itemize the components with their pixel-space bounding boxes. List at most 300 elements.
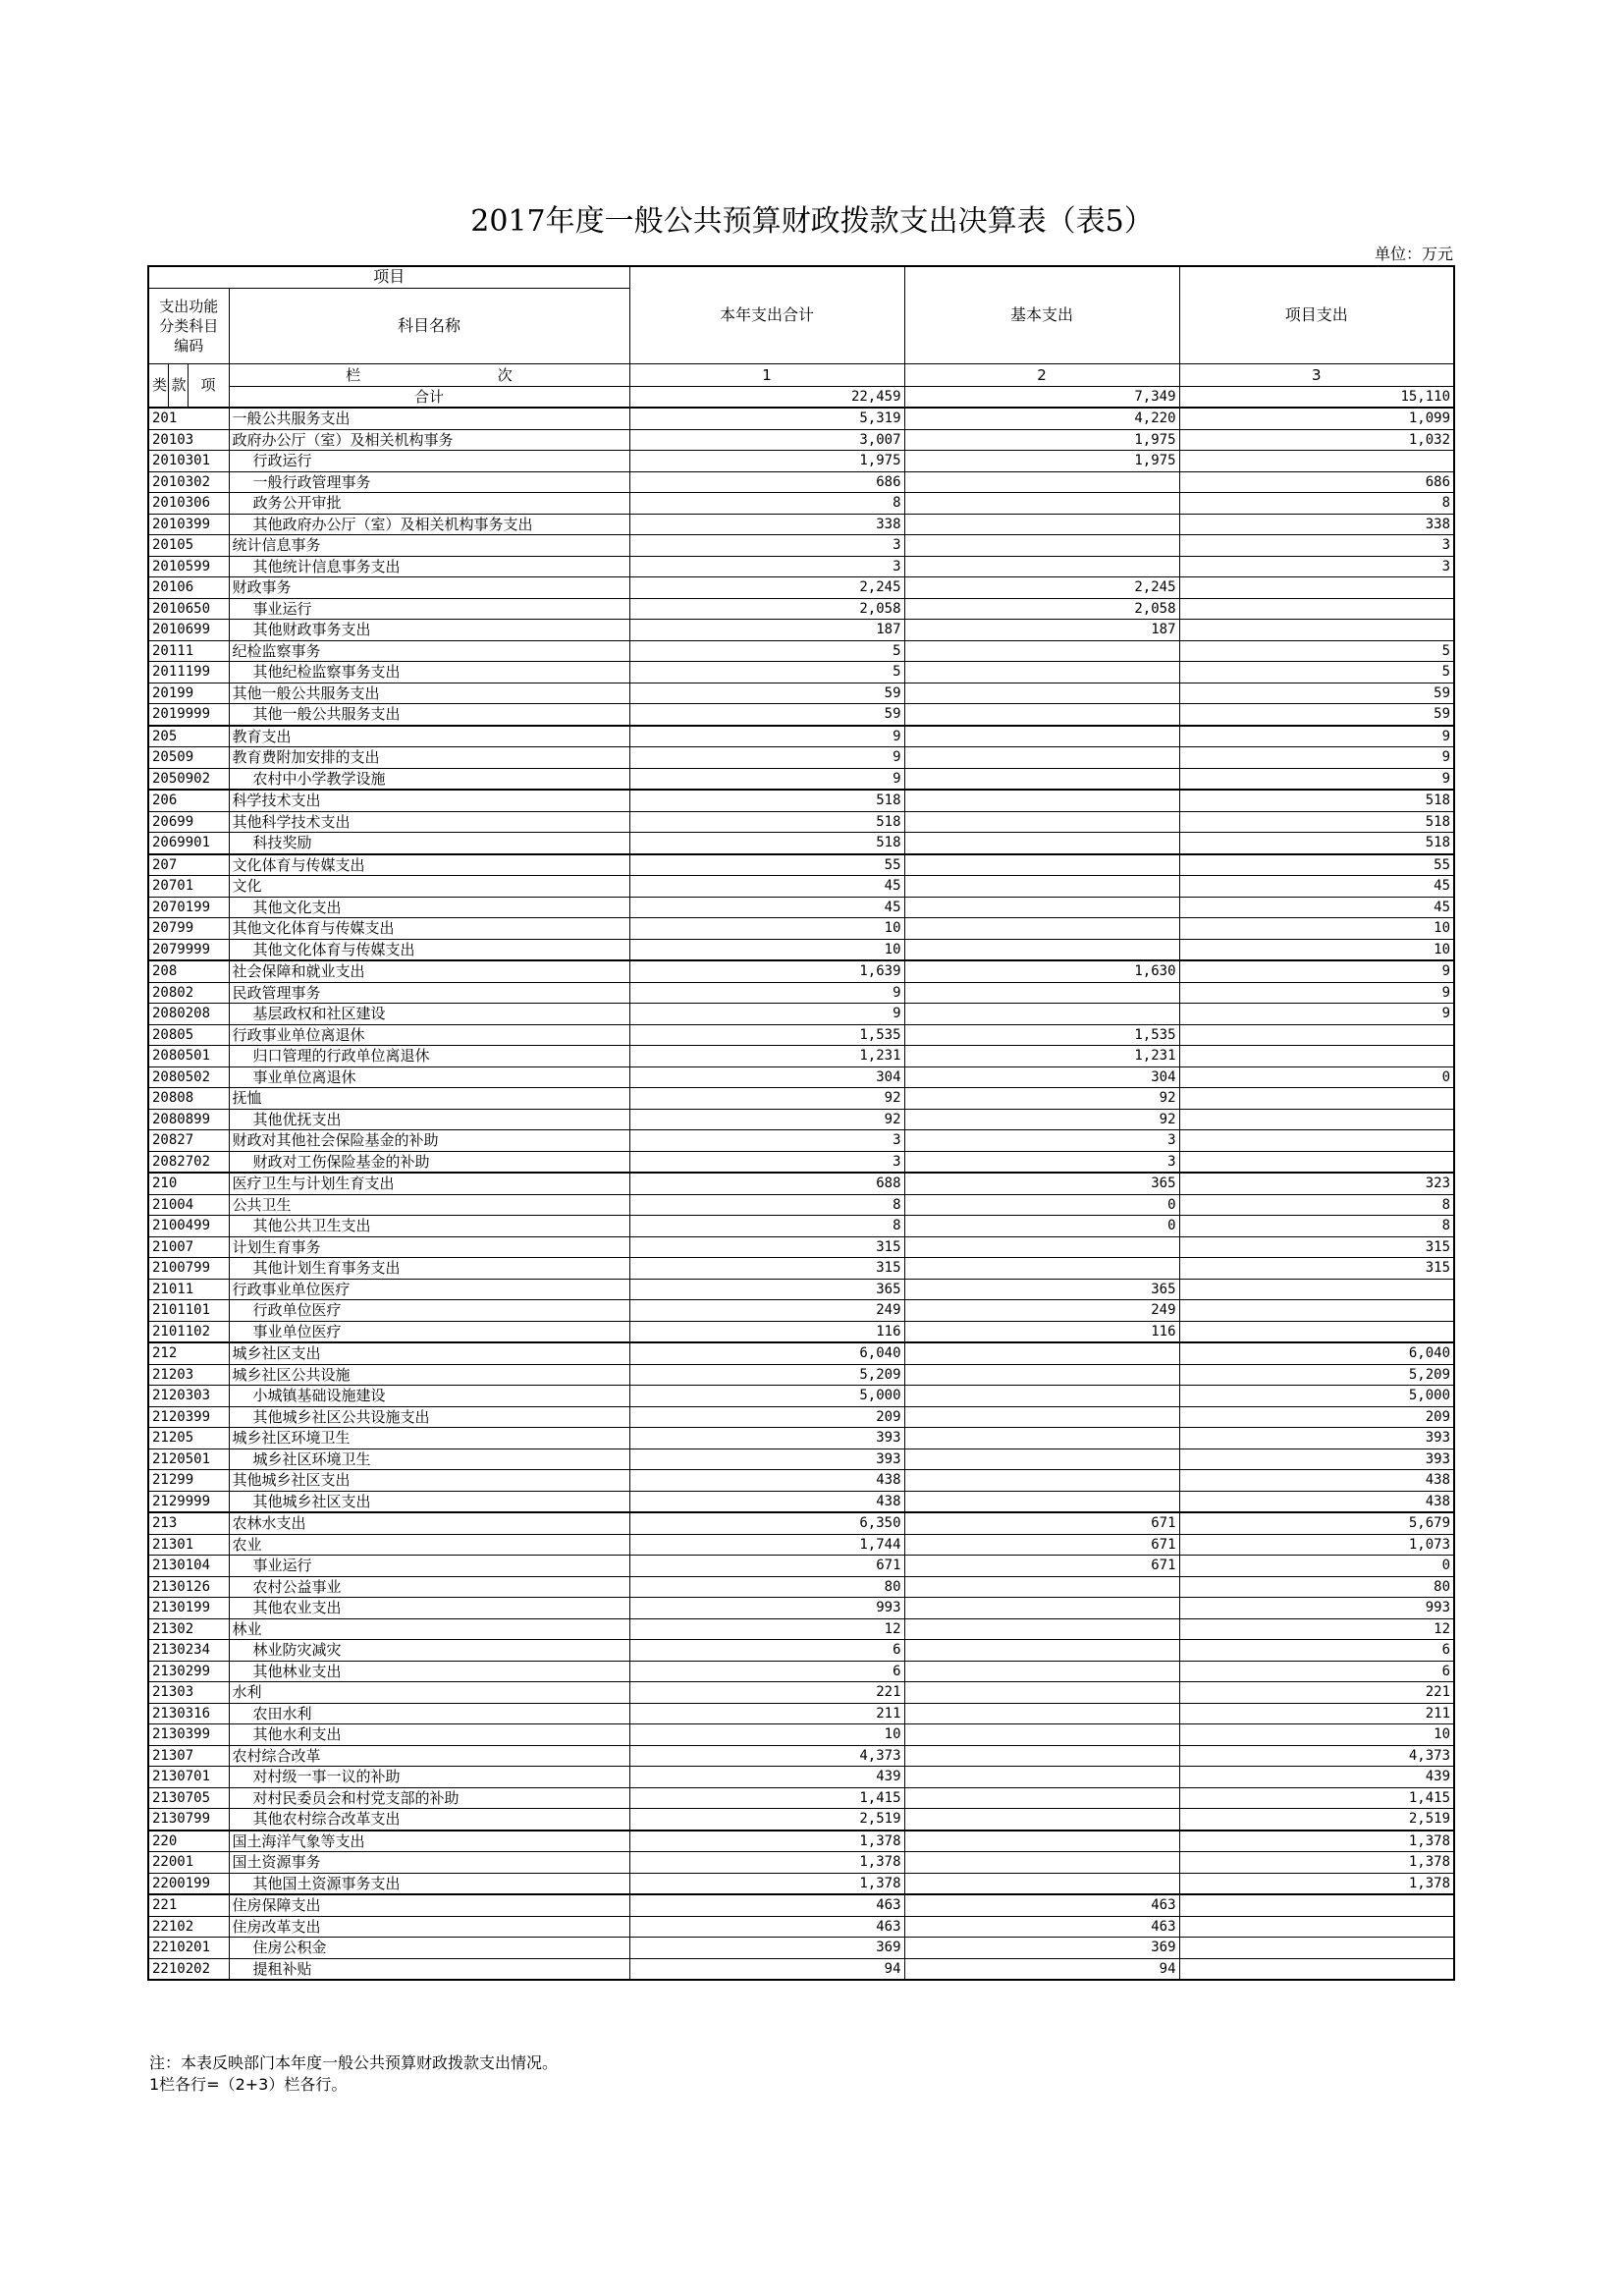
table-row <box>148 556 1454 577</box>
row-basic <box>904 726 1179 747</box>
table-row <box>148 854 1454 876</box>
row-subject-name: 对村级一事一议的补助 <box>229 1767 629 1788</box>
row-basic: 369 <box>904 1938 1179 1959</box>
row-total: 94 <box>629 1958 904 1980</box>
table-row <box>148 1682 1454 1704</box>
row-total: 315 <box>629 1236 904 1258</box>
row-subject-name: 农村公益事业 <box>229 1576 629 1598</box>
row-basic <box>904 1236 1179 1258</box>
table-row <box>148 982 1454 1004</box>
row-basic <box>904 918 1179 940</box>
row-project: 221 <box>1179 1682 1454 1704</box>
row-subject-name: 城乡社区环境卫生 <box>229 1449 629 1470</box>
row-code: 2080208 <box>148 1004 229 1025</box>
row-basic: 0 <box>904 1216 1179 1237</box>
table-row <box>148 747 1454 769</box>
row-basic <box>904 535 1179 557</box>
row-project: 12 <box>1179 1618 1454 1640</box>
row-subject-name: 统计信息事务 <box>229 535 629 557</box>
row-code: 2129999 <box>148 1491 229 1512</box>
row-code: 2130701 <box>148 1767 229 1788</box>
row-project <box>1179 1916 1454 1938</box>
row-code: 205 <box>148 726 229 747</box>
row-code: 20199 <box>148 683 229 704</box>
row-basic <box>904 493 1179 515</box>
table-row <box>148 1173 1454 1194</box>
row-basic: 249 <box>904 1300 1179 1322</box>
row-code: 20103 <box>148 429 229 451</box>
row-basic <box>904 514 1179 535</box>
row-subject-name: 抚恤 <box>229 1088 629 1110</box>
row-total: 209 <box>629 1406 904 1428</box>
row-basic <box>904 1640 1179 1662</box>
row-project: 993 <box>1179 1598 1454 1619</box>
row-total: 221 <box>629 1682 904 1704</box>
row-total: 1,378 <box>629 1831 904 1852</box>
table-row <box>148 493 1454 515</box>
row-total: 1,231 <box>629 1046 904 1067</box>
row-subject-name: 基层政权和社区建设 <box>229 1004 629 1025</box>
row-project: 9 <box>1179 747 1454 769</box>
row-code: 21203 <box>148 1364 229 1386</box>
row-subject-name: 其他林业支出 <box>229 1661 629 1682</box>
row-subject-name: 城乡社区环境卫生 <box>229 1428 629 1449</box>
row-subject-name: 林业 <box>229 1618 629 1640</box>
row-code: 2019999 <box>148 704 229 726</box>
table-row <box>148 1386 1454 1407</box>
table-row <box>148 1279 1454 1300</box>
row-total: 10 <box>629 1724 904 1746</box>
row-basic <box>904 1661 1179 1682</box>
expenditure-table <box>147 265 1455 1981</box>
row-basic <box>904 1767 1179 1788</box>
row-total: 5 <box>629 640 904 662</box>
row-code: 21301 <box>148 1534 229 1556</box>
row-basic: 463 <box>904 1916 1179 1938</box>
row-code: 207 <box>148 854 229 876</box>
row-subject-name: 行政事业单位医疗 <box>229 1279 629 1300</box>
row-project: 0 <box>1179 1556 1454 1577</box>
table-row <box>148 833 1454 854</box>
row-code: 2050902 <box>148 768 229 790</box>
row-total: 187 <box>629 620 904 641</box>
row-code: 208 <box>148 960 229 982</box>
row-subject-name: 其他城乡社区公共设施支出 <box>229 1406 629 1428</box>
header-project: 项目 <box>148 266 629 288</box>
row-subject-name: 其他文化体育与传媒支出 <box>229 939 629 960</box>
row-project <box>1179 1151 1454 1173</box>
row-subject-name: 民政管理事务 <box>229 982 629 1004</box>
row-code: 221 <box>148 1894 229 1916</box>
row-total: 1,535 <box>629 1024 904 1046</box>
row-total: 369 <box>629 1938 904 1959</box>
table-row <box>148 514 1454 535</box>
row-subject-name: 住房改革支出 <box>229 1916 629 1938</box>
row-basic: 2,058 <box>904 598 1179 620</box>
row-total: 688 <box>629 1173 904 1194</box>
row-total: 4,373 <box>629 1745 904 1767</box>
row-code: 212 <box>148 1342 229 1364</box>
row-subject-name: 行政事业单位离退休 <box>229 1024 629 1046</box>
row-total: 9 <box>629 768 904 790</box>
row-subject-name: 其他农业支出 <box>229 1598 629 1619</box>
table-row <box>148 1598 1454 1619</box>
row-subject-name: 行政运行 <box>229 451 629 472</box>
table-row <box>148 535 1454 557</box>
row-code: 2120399 <box>148 1406 229 1428</box>
table-row <box>148 1470 1454 1492</box>
row-total: 45 <box>629 876 904 898</box>
row-project: 45 <box>1179 897 1454 918</box>
row-subject-name: 事业单位医疗 <box>229 1321 629 1342</box>
row-basic: 187 <box>904 620 1179 641</box>
row-basic: 1,630 <box>904 960 1179 982</box>
row-total: 5,209 <box>629 1364 904 1386</box>
row-subject-name: 一般行政管理事务 <box>229 471 629 493</box>
row-total: 1,378 <box>629 1852 904 1874</box>
row-total: 438 <box>629 1491 904 1512</box>
row-project: 209 <box>1179 1406 1454 1428</box>
row-code: 2010599 <box>148 556 229 577</box>
row-total: 55 <box>629 854 904 876</box>
row-subject-name: 事业单位离退休 <box>229 1066 629 1088</box>
row-basic <box>904 768 1179 790</box>
row-basic <box>904 1598 1179 1619</box>
row-project <box>1179 620 1454 641</box>
row-project <box>1179 1300 1454 1322</box>
row-project: 59 <box>1179 704 1454 726</box>
row-basic <box>904 556 1179 577</box>
row-total: 3 <box>629 1151 904 1173</box>
table-row <box>148 1512 1454 1534</box>
row-total: 5 <box>629 662 904 683</box>
row-code: 21011 <box>148 1279 229 1300</box>
row-code: 2010302 <box>148 471 229 493</box>
row-project <box>1179 1109 1454 1130</box>
row-code: 2130799 <box>148 1809 229 1831</box>
row-basic: 4,220 <box>904 408 1179 429</box>
row-total: 2,519 <box>629 1809 904 1831</box>
row-project <box>1179 1130 1454 1152</box>
row-subject-name: 归口管理的行政单位离退休 <box>229 1046 629 1067</box>
note-line-1: 注：本表反映部门本年度一般公共预算财政拨款支出情况。 <box>149 2053 559 2072</box>
table-row <box>148 1661 1454 1682</box>
row-project: 5,679 <box>1179 1512 1454 1534</box>
row-code: 201 <box>148 408 229 429</box>
row-subject-name: 文化 <box>229 876 629 898</box>
row-total: 59 <box>629 683 904 704</box>
row-project: 55 <box>1179 854 1454 876</box>
row-project: 6 <box>1179 1661 1454 1682</box>
row-project <box>1179 1024 1454 1046</box>
row-subject-name: 小城镇基础设施建设 <box>229 1386 629 1407</box>
total-label: 合计 <box>229 386 629 408</box>
row-basic <box>904 1724 1179 1746</box>
table-row <box>148 429 1454 451</box>
row-total: 211 <box>629 1703 904 1724</box>
row-total: 338 <box>629 514 904 535</box>
row-code: 22102 <box>148 1916 229 1938</box>
table-row <box>148 897 1454 918</box>
row-code: 2130234 <box>148 1640 229 1662</box>
table-row <box>148 1342 1454 1364</box>
row-subject-name: 财政对其他社会保险基金的补助 <box>229 1130 629 1152</box>
row-subject-name: 林业防灾减灾 <box>229 1640 629 1662</box>
row-project <box>1179 1046 1454 1067</box>
row-code: 21205 <box>148 1428 229 1449</box>
row-total: 686 <box>629 471 904 493</box>
row-total: 6 <box>629 1661 904 1682</box>
row-total: 92 <box>629 1109 904 1130</box>
row-total: 1,975 <box>629 451 904 472</box>
row-total: 439 <box>629 1767 904 1788</box>
row-total: 8 <box>629 1194 904 1216</box>
row-project: 1,032 <box>1179 429 1454 451</box>
table-body <box>148 408 1454 1980</box>
row-basic <box>904 811 1179 833</box>
table-row <box>148 1809 1454 1831</box>
table-row <box>148 960 1454 982</box>
row-total: 2,058 <box>629 598 904 620</box>
total-sum: 22,459 <box>629 386 904 408</box>
row-code: 2010399 <box>148 514 229 535</box>
row-code: 2130705 <box>148 1787 229 1809</box>
row-total: 6,040 <box>629 1342 904 1364</box>
header-xiang: 项 <box>188 363 229 408</box>
row-basic: 365 <box>904 1173 1179 1194</box>
row-subject-name: 住房保障支出 <box>229 1894 629 1916</box>
header-idx-1: 1 <box>629 363 904 386</box>
row-total: 463 <box>629 1916 904 1938</box>
row-subject-name: 事业运行 <box>229 1556 629 1577</box>
table-row <box>148 1556 1454 1577</box>
row-basic <box>904 1491 1179 1512</box>
row-project: 5,000 <box>1179 1386 1454 1407</box>
table-row <box>148 1151 1454 1173</box>
total-basic: 7,349 <box>904 386 1179 408</box>
row-subject-name: 一般公共服务支出 <box>229 408 629 429</box>
row-project: 45 <box>1179 876 1454 898</box>
row-total: 59 <box>629 704 904 726</box>
row-subject-name: 其他文化支出 <box>229 897 629 918</box>
table-row <box>148 918 1454 940</box>
row-basic: 3 <box>904 1151 1179 1173</box>
row-code: 2130199 <box>148 1598 229 1619</box>
row-subject-name: 其他城乡社区支出 <box>229 1491 629 1512</box>
row-total: 993 <box>629 1598 904 1619</box>
row-total: 671 <box>629 1556 904 1577</box>
row-basic <box>904 1470 1179 1492</box>
row-project: 59 <box>1179 683 1454 704</box>
row-code: 20827 <box>148 1130 229 1152</box>
row-project: 338 <box>1179 514 1454 535</box>
row-project <box>1179 1938 1454 1959</box>
row-project: 10 <box>1179 939 1454 960</box>
row-subject-name: 对村民委员会和村党支部的补助 <box>229 1787 629 1809</box>
row-subject-name: 其他公共卫生支出 <box>229 1216 629 1237</box>
table-row <box>148 726 1454 747</box>
row-total: 1,639 <box>629 960 904 982</box>
row-code: 20509 <box>148 747 229 769</box>
row-project: 393 <box>1179 1449 1454 1470</box>
table-row <box>148 1576 1454 1598</box>
row-project <box>1179 598 1454 620</box>
row-basic: 92 <box>904 1088 1179 1110</box>
table-row <box>148 1236 1454 1258</box>
row-subject-name: 提租补贴 <box>229 1958 629 1980</box>
row-code: 21007 <box>148 1236 229 1258</box>
row-project: 6,040 <box>1179 1342 1454 1364</box>
table-row <box>148 1004 1454 1025</box>
table-row <box>148 451 1454 472</box>
row-total: 518 <box>629 790 904 811</box>
row-project: 8 <box>1179 1194 1454 1216</box>
row-total: 8 <box>629 1216 904 1237</box>
header-col-total: 本年支出合计 <box>629 266 904 363</box>
row-project: 0 <box>1179 1066 1454 1088</box>
note-line-2: 1栏各行=（2+3）栏各行。 <box>149 2075 348 2094</box>
row-basic: 1,975 <box>904 451 1179 472</box>
table-row <box>148 1703 1454 1724</box>
table-row <box>148 811 1454 833</box>
row-total: 9 <box>629 982 904 1004</box>
row-code: 2011199 <box>148 662 229 683</box>
header-code-group: 支出功能分类科目编码 <box>148 288 229 363</box>
row-code: 213 <box>148 1512 229 1534</box>
row-subject-name: 其他政府办公厅（室）及相关机构事务支出 <box>229 514 629 535</box>
row-total: 304 <box>629 1066 904 1088</box>
row-total: 1,415 <box>629 1787 904 1809</box>
table-row <box>148 1216 1454 1237</box>
row-subject-name: 财政事务 <box>229 577 629 599</box>
unit-label: 单位：万元 <box>1374 245 1453 263</box>
row-total: 5,319 <box>629 408 904 429</box>
table-row <box>148 1428 1454 1449</box>
row-subject-name: 国土海洋气象等支出 <box>229 1831 629 1852</box>
table-row <box>148 471 1454 493</box>
row-code: 2120303 <box>148 1386 229 1407</box>
table-row <box>148 1938 1454 1959</box>
row-project: 10 <box>1179 918 1454 940</box>
table-row <box>148 598 1454 620</box>
row-total: 1,378 <box>629 1873 904 1894</box>
row-basic <box>904 471 1179 493</box>
row-project: 1,415 <box>1179 1787 1454 1809</box>
row-subject-name: 科学技术支出 <box>229 790 629 811</box>
row-code: 22001 <box>148 1852 229 1874</box>
row-code: 2120501 <box>148 1449 229 1470</box>
row-basic <box>904 747 1179 769</box>
row-code: 2130299 <box>148 1661 229 1682</box>
row-code: 2130104 <box>148 1556 229 1577</box>
row-basic <box>904 1618 1179 1640</box>
row-total: 463 <box>629 1894 904 1916</box>
table-row <box>148 1916 1454 1938</box>
row-code: 21299 <box>148 1470 229 1492</box>
row-total: 438 <box>629 1470 904 1492</box>
row-basic <box>904 1576 1179 1598</box>
row-code: 210 <box>148 1173 229 1194</box>
row-project <box>1179 451 1454 472</box>
row-basic <box>904 1406 1179 1428</box>
row-project: 80 <box>1179 1576 1454 1598</box>
row-code: 2200199 <box>148 1873 229 1894</box>
table-row <box>148 1958 1454 1980</box>
table-row <box>148 1088 1454 1110</box>
row-subject-name: 社会保障和就业支出 <box>229 960 629 982</box>
row-basic <box>904 1787 1179 1809</box>
row-subject-name: 国土资源事务 <box>229 1852 629 1874</box>
header-kuan: 款 <box>168 363 188 408</box>
row-subject-name: 财政对工伤保险基金的补助 <box>229 1151 629 1173</box>
row-basic <box>904 683 1179 704</box>
row-project: 1,073 <box>1179 1534 1454 1556</box>
table-row <box>148 1873 1454 1894</box>
notes <box>149 2052 558 2096</box>
row-code: 20106 <box>148 577 229 599</box>
row-total: 365 <box>629 1279 904 1300</box>
row-code: 2010306 <box>148 493 229 515</box>
table-row <box>148 939 1454 960</box>
row-project: 10 <box>1179 1724 1454 1746</box>
row-basic: 671 <box>904 1556 1179 1577</box>
row-subject-name: 住房公积金 <box>229 1938 629 1959</box>
row-subject-name: 其他统计信息事务支出 <box>229 556 629 577</box>
header-ci: 次 <box>497 365 513 384</box>
row-subject-name: 其他优抚支出 <box>229 1109 629 1130</box>
row-project: 3 <box>1179 556 1454 577</box>
row-subject-name: 其他计划生育事务支出 <box>229 1258 629 1280</box>
row-project: 9 <box>1179 1004 1454 1025</box>
row-basic <box>904 897 1179 918</box>
row-project: 8 <box>1179 493 1454 515</box>
row-project <box>1179 1958 1454 1980</box>
row-total: 3 <box>629 1130 904 1152</box>
row-project: 9 <box>1179 982 1454 1004</box>
row-basic <box>904 790 1179 811</box>
row-code: 2080502 <box>148 1066 229 1088</box>
row-code: 21303 <box>148 1682 229 1704</box>
row-subject-name: 计划生育事务 <box>229 1236 629 1258</box>
row-total: 3 <box>629 535 904 557</box>
header-idx-3: 3 <box>1179 363 1454 386</box>
table-row <box>148 1066 1454 1088</box>
row-code: 2080899 <box>148 1109 229 1130</box>
row-code: 2100499 <box>148 1216 229 1237</box>
row-subject-name: 政府办公厅（室）及相关机构事务 <box>229 429 629 451</box>
table-row <box>148 1745 1454 1767</box>
row-project: 1,378 <box>1179 1873 1454 1894</box>
row-code: 2069901 <box>148 833 229 854</box>
table-row <box>148 1787 1454 1809</box>
row-total: 10 <box>629 918 904 940</box>
row-code: 20111 <box>148 640 229 662</box>
row-code: 220 <box>148 1831 229 1852</box>
row-total: 393 <box>629 1428 904 1449</box>
row-subject-name: 其他水利支出 <box>229 1724 629 1746</box>
row-basic <box>904 833 1179 854</box>
table-row <box>148 408 1454 429</box>
row-total: 9 <box>629 747 904 769</box>
row-project: 211 <box>1179 1703 1454 1724</box>
row-subject-name: 农村中小学教学设施 <box>229 768 629 790</box>
row-project: 3 <box>1179 535 1454 557</box>
row-subject-name: 其他文化体育与传媒支出 <box>229 918 629 940</box>
row-subject-name: 其他一般公共服务支出 <box>229 704 629 726</box>
row-project: 1,099 <box>1179 408 1454 429</box>
row-basic: 463 <box>904 1894 1179 1916</box>
row-basic <box>904 1852 1179 1874</box>
